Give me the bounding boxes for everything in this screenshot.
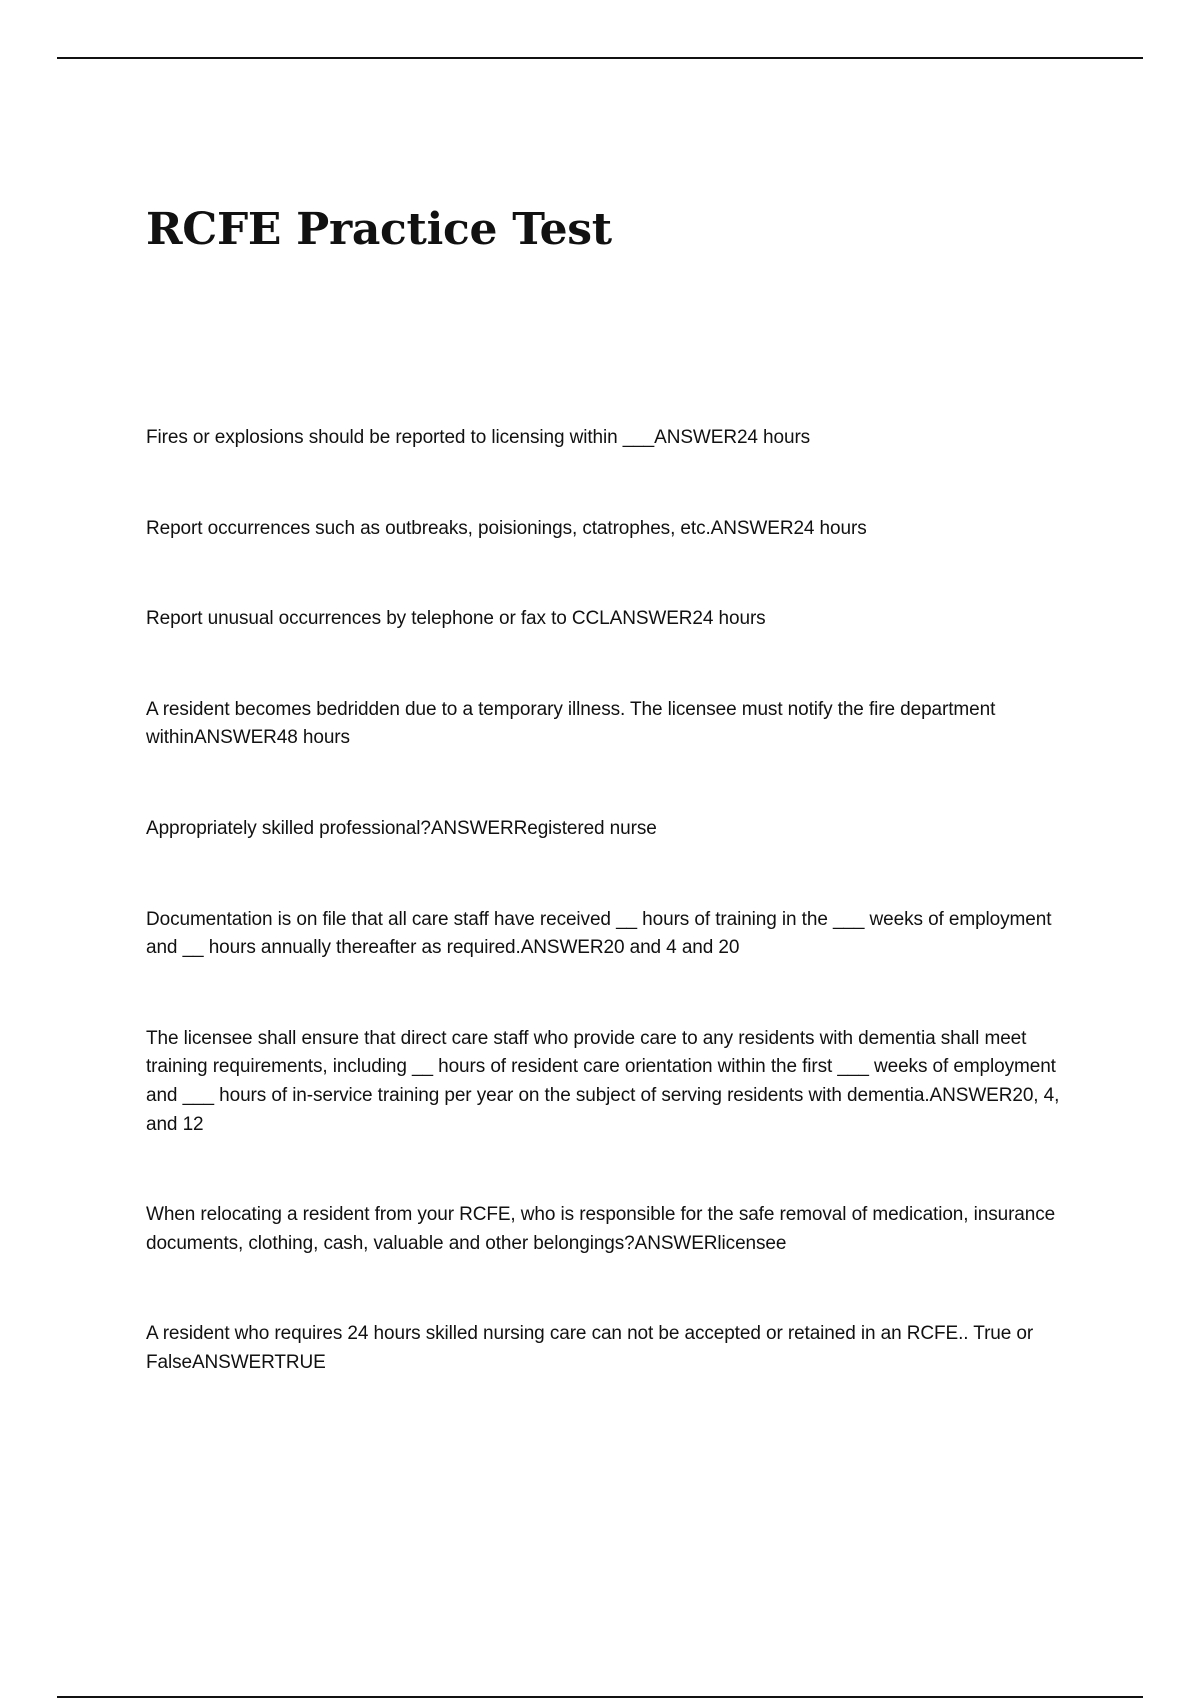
question-item: Fires or explosions should be reported to licensing within ___ANSWER24 hours: [146, 427, 811, 448]
document-title: RCFE Practice Test: [146, 204, 612, 255]
question-item: Report unusual occurrences by telephone or fax to CCLANSWER24 hours: [146, 608, 766, 630]
question-item: Appropriately skilled professional?ANSWERRegistered nurse: [146, 817, 657, 839]
question-item: A resident who requires 24 hours skilled nursing care can not be accepted or retained in an RCFE.. True or FalseANSWERTRUE: [146, 1323, 1034, 1373]
question-item: Documentation is on file that all care staff have received __ hours of training in the ___ weeks of employment and __ hours annually thereafter as required.ANSWER20 and 4 and 20: [146, 908, 1052, 959]
question-list: [146, 424, 1086, 1378]
question-item: When relocating a resident from your RCFE, who is responsible for the safe removal of medication, insurance documents, clothing, cash, valuable and other belongings?ANSWERlicensee: [146, 1204, 1056, 1254]
question-item: A resident becomes bedridden due to a temporary illness. The licensee must notify the fire department withinANSWER48 hours: [146, 698, 996, 749]
footer-rule: [57, 1696, 1143, 1698]
question-item: Report occurrences such as outbreaks, poisionings, ctatrophes, etc.ANSWER24 hours: [146, 517, 867, 539]
question-item: The licensee shall ensure that direct care staff who provide care to any residents with dementia shall meet training requirements, including __ hours of resident care orientation within the first ___ weeks of employment and ___ hours of in-service training per year on the subject of serving residents with dementia.ANSWER20, 4, and 12: [146, 1027, 1060, 1135]
header-rule: [57, 57, 1143, 59]
